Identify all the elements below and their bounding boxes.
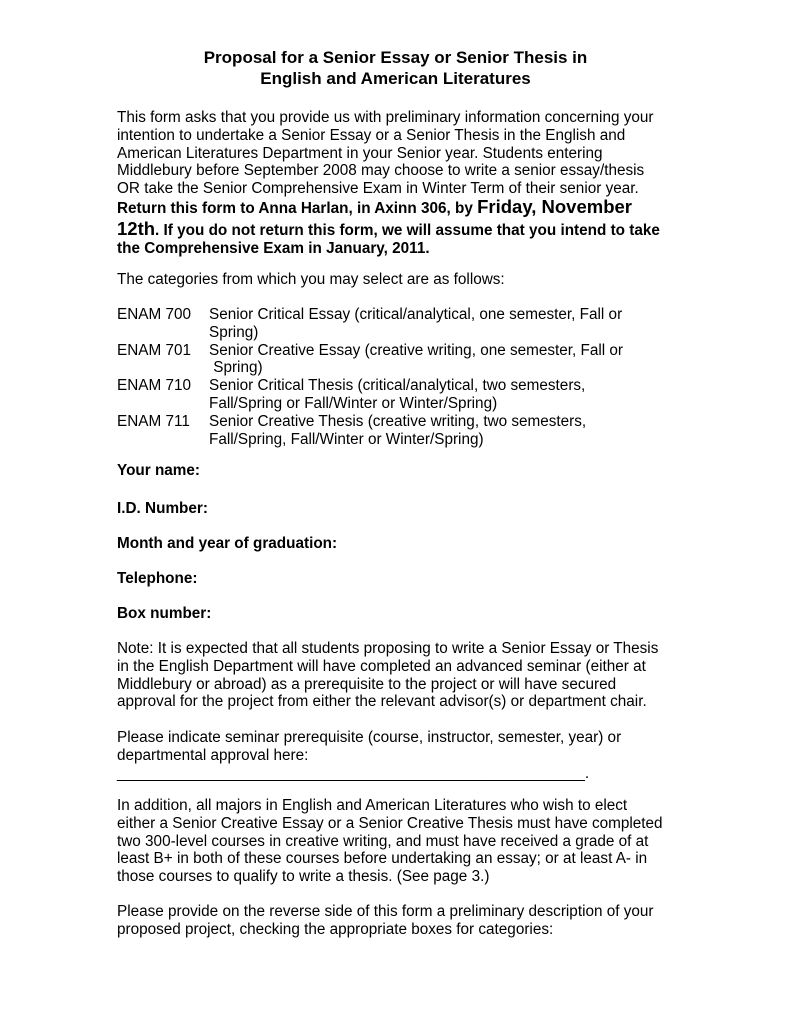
box-number-label: Box number: — [117, 605, 212, 622]
reverse-line: proposed project, checking the appropriate boxes for categories: — [117, 920, 554, 938]
category-code: ENAM 711 — [117, 412, 190, 430]
creative-line: least B+ in both of these courses before undertaking an essay; or at least A- in — [117, 850, 648, 868]
intro-line: American Literatures Department in your Senior year. Students entering — [117, 144, 603, 162]
categories-list — [117, 306, 677, 448]
category-description: Senior Creative Essay (creative writing, one semester, Fall or — [209, 341, 624, 359]
category-description-cont: Fall/Spring or Fall/Winter or Winter/Spring) — [209, 394, 498, 412]
category-item — [117, 377, 677, 413]
intro-line: OR take the Senior Comprehensive Exam in Winter Term of their senior year. — [117, 180, 639, 198]
return-date-part-1: Friday, November — [477, 196, 632, 217]
telephone-label: Telephone: — [117, 570, 198, 587]
page-title — [0, 47, 791, 89]
creative-line: those courses to qualify to write a thesis. (See page 3.) — [117, 868, 490, 886]
category-description: Senior Creative Thesis (creative writing, two semesters, — [209, 412, 587, 430]
intro-line: Middlebury before September 2008 may choose to write a senior essay/thesis — [117, 162, 645, 180]
return-prefix: Return this form to Anna Harlan, in Axinn 306, by — [117, 200, 478, 217]
category-description-cont: Fall/Spring, Fall/Winter or Winter/Spring) — [209, 430, 484, 448]
reverse-side-paragraph — [117, 903, 677, 939]
prereq-line: departmental approval here: — [117, 746, 309, 764]
return-line-3: the Comprehensive Exam in January, 2011. — [117, 240, 430, 257]
title-line-1: Proposal for a Senior Essay or Senior Thesis in — [203, 48, 588, 67]
categories-intro: The categories from which you may select are as follows: — [117, 271, 505, 288]
creative-line: two 300-level courses in creative writing, and must have received a grade of at — [117, 832, 649, 850]
prerequisite-paragraph — [117, 729, 677, 782]
return-suffix: . If you do not return this form, we will assume that you intend to take — [155, 222, 660, 239]
note-line: Middlebury or abroad) as a prerequisite to the project or will have secured — [117, 675, 617, 693]
category-item — [117, 342, 677, 378]
intro-line: This form asks that you provide us with preliminary information concerning your — [117, 109, 654, 126]
category-code: ENAM 701 — [117, 341, 191, 359]
return-instructions — [117, 196, 677, 258]
note-line: Note: It is expected that all students proposing to write a Senior Essay or Thesis — [117, 640, 659, 657]
category-description: Senior Critical Essay (critical/analytical, one semester, Fall or — [209, 306, 623, 323]
creative-requirements-paragraph — [117, 797, 677, 886]
creative-line: In addition, all majors in English and American Literatures who wish to elect — [117, 797, 628, 814]
reverse-line: Please provide on the reverse side of this form a preliminary description of your — [117, 903, 654, 920]
category-item — [117, 306, 677, 342]
intro-paragraph — [117, 109, 677, 198]
intro-line: intention to undertake a Senior Essay or a Senior Thesis in the English and — [117, 126, 626, 144]
category-description: Senior Critical Thesis (critical/analytical, two semesters, — [209, 377, 586, 395]
category-item — [117, 413, 677, 449]
category-description-cont: Spring) — [209, 359, 263, 377]
return-date-part-2: 12th — [117, 218, 156, 239]
title-line-2: English and American Literatures — [260, 69, 531, 88]
category-code: ENAM 710 — [117, 377, 191, 395]
category-code: ENAM 700 — [117, 306, 191, 323]
your-name-label: Your name: — [117, 462, 201, 479]
prereq-blank-line: _______________________________________________________. — [117, 764, 590, 782]
id-number-label: I.D. Number: — [117, 500, 208, 517]
note-line: in the English Department will have completed an advanced seminar (either at — [117, 657, 646, 675]
creative-line: either a Senior Creative Essay or a Senior Creative Thesis must have completed — [117, 814, 663, 832]
category-description-cont: Spring) — [209, 323, 259, 341]
note-paragraph — [117, 640, 677, 711]
graduation-label: Month and year of graduation: — [117, 535, 338, 552]
note-line: approval for the project from either the relevant advisor(s) or department chair. — [117, 693, 647, 711]
prereq-line: Please indicate seminar prerequisite (course, instructor, semester, year) or — [117, 729, 622, 746]
